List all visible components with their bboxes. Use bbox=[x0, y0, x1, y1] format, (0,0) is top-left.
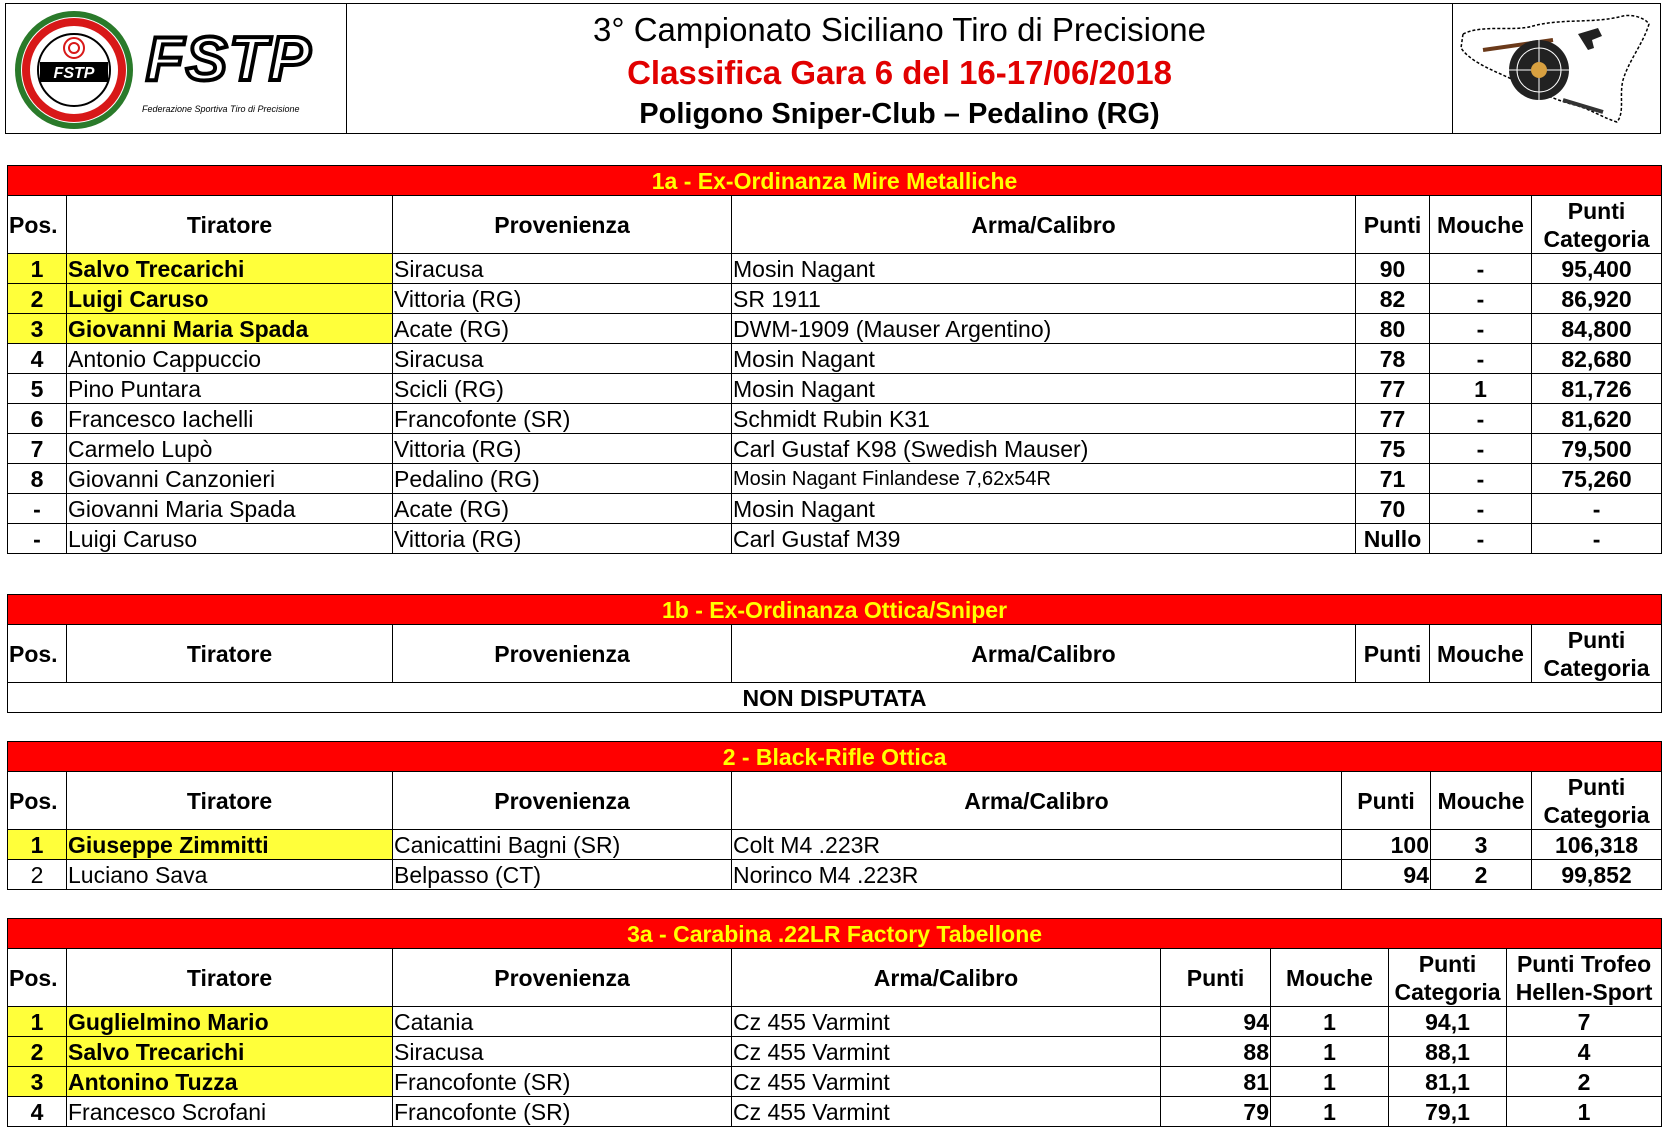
venue-title: Poligono Sniper-Club – Pedalino (RG) bbox=[639, 98, 1160, 130]
section-title-1b: 1b - Ex-Ordinanza Ottica/Sniper bbox=[8, 595, 1662, 625]
table-1b bbox=[7, 594, 1662, 713]
table-3a bbox=[7, 918, 1662, 1127]
table-row: 4 Francesco Scrofani Francofonte (SR) Cz 455 Varmint 79 1 79,1 1 bbox=[8, 1097, 1662, 1127]
table-header-1a bbox=[8, 196, 1662, 254]
col-punti: Punti bbox=[1356, 196, 1430, 254]
table-header-3a: Pos. Tiratore Provenienza Arma/Calibro Punti Mouche Punti Categoria Punti Trofeo Hellen-Sport bbox=[8, 949, 1662, 1007]
col-tiratore: Tiratore bbox=[67, 196, 393, 254]
championship-title: 3° Campionato Siciliano Tiro di Precisione bbox=[593, 11, 1206, 48]
svg-text:FSTP: FSTP bbox=[53, 65, 95, 82]
table-row: 7 Carmelo Lupò Vittoria (RG) Carl Gustaf K98 (Swedish Mauser) 75 - 79,500 bbox=[8, 434, 1662, 464]
table-row: - Luigi Caruso Vittoria (RG) Carl Gustaf M39 Nullo - - bbox=[8, 524, 1662, 554]
col-punti-categoria: Punti Categoria bbox=[1532, 196, 1662, 254]
col-mouche: Mouche bbox=[1430, 196, 1532, 254]
fstp-logo bbox=[6, 4, 347, 133]
table-row: - Giovanni Maria Spada Acate (RG) Mosin Nagant 70 - - bbox=[8, 494, 1662, 524]
table-2 bbox=[7, 741, 1662, 890]
col-arma: Arma/Calibro bbox=[732, 196, 1356, 254]
table-1a bbox=[7, 165, 1662, 554]
table-row: 3 Giovanni Maria Spada Acate (RG) DWM-1909 (Mauser Argentino) 80 - 84,800 bbox=[8, 314, 1662, 344]
table-header-2: Pos. Tiratore Provenienza Arma/Calibro Punti Mouche Punti Categoria bbox=[8, 772, 1662, 830]
ranking-title: Classifica Gara 6 del 16-17/06/2018 bbox=[627, 54, 1172, 91]
table-row: 6 Francesco Iachelli Francofonte (SR) Schmidt Rubin K31 77 - 81,620 bbox=[8, 404, 1662, 434]
sicily-map-icon bbox=[1453, 4, 1659, 131]
title-area bbox=[347, 4, 1452, 133]
federation-seal-icon bbox=[14, 10, 134, 130]
section-title-3a: 3a - Carabina .22LR Factory Tabellone bbox=[8, 919, 1662, 949]
col-pos: Pos. bbox=[8, 196, 67, 254]
table-row: 2 Luciano Sava Belpasso (CT) Norinco M4 .223R 94 2 99,852 bbox=[8, 860, 1662, 890]
svg-text:FSTP: FSTP bbox=[146, 28, 313, 92]
table-row: 3 Antonino Tuzza Francofonte (SR) Cz 455 Varmint 81 1 81,1 2 bbox=[8, 1067, 1662, 1097]
table-row: 1 Giuseppe Zimmitti Canicattini Bagni (SR) Colt M4 .223R 100 3 106,318 bbox=[8, 830, 1662, 860]
table-row: 8 Giovanni Canzonieri Pedalino (RG) Mosin Nagant Finlandese 7,62x54R 71 - 75,260 bbox=[8, 464, 1662, 494]
table-row: 2 Salvo Trecarichi Siracusa Cz 455 Varmint 88 1 88,1 4 bbox=[8, 1037, 1662, 1067]
col-provenienza: Provenienza bbox=[393, 196, 732, 254]
fstp-wordmark-icon bbox=[142, 28, 342, 92]
table-row: 4 Antonio Cappuccio Siracusa Mosin Nagant 78 - 82,680 bbox=[8, 344, 1662, 374]
document-header bbox=[5, 3, 1661, 134]
table-row: 1 Salvo Trecarichi Siracusa Mosin Nagant 90 - 95,400 bbox=[8, 254, 1662, 284]
section-title-2: 2 - Black-Rifle Ottica bbox=[8, 742, 1662, 772]
table-header-1b: Pos. Tiratore Provenienza Arma/Calibro Punti Mouche Punti Categoria bbox=[8, 625, 1662, 683]
section-title-1a: 1a - Ex-Ordinanza Mire Metalliche bbox=[8, 166, 1662, 196]
sicily-map-logo bbox=[1452, 4, 1660, 133]
table-row: 2 Luigi Caruso Vittoria (RG) SR 1911 82 - 86,920 bbox=[8, 284, 1662, 314]
table-row: 1 Guglielmino Mario Catania Cz 455 Varmint 94 1 94,1 7 bbox=[8, 1007, 1662, 1037]
fstp-caption: Federazione Sportiva Tiro di Precisione bbox=[142, 104, 300, 114]
non-disputata-note: NON DISPUTATA bbox=[8, 683, 1662, 713]
table-row: 5 Pino Puntara Scicli (RG) Mosin Nagant 77 1 81,726 bbox=[8, 374, 1662, 404]
